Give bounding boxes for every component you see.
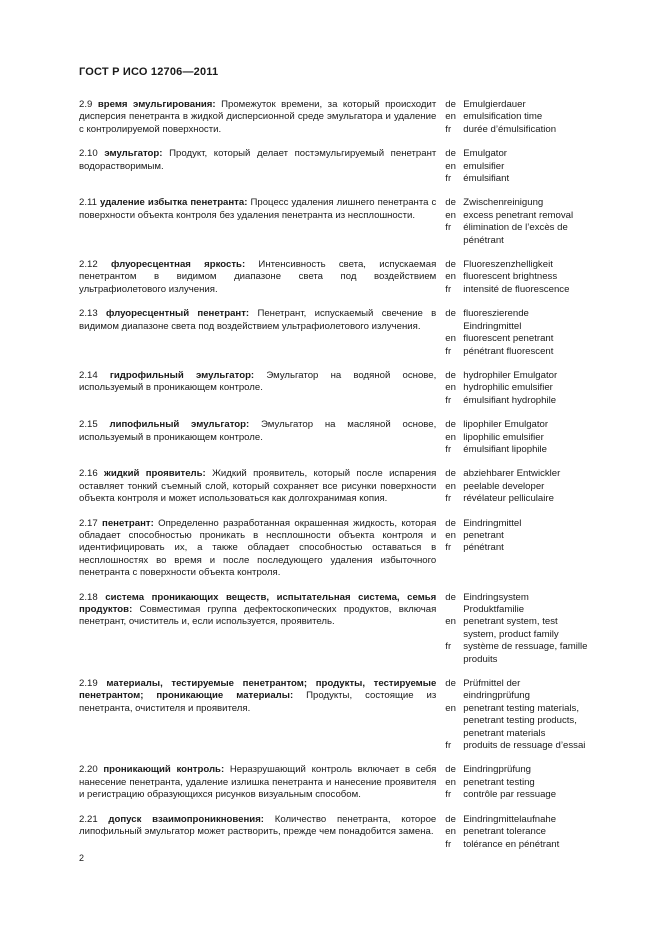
term-entry — [79, 814, 589, 851]
term-number: 2.14 — [79, 369, 98, 381]
term-entry — [79, 148, 589, 185]
term-text: Процесс удаления лишнего пенетранта с поверхности объекта контроля без удаления пенетранта из несплошности. — [79, 197, 437, 221]
translation-en: hydrophilic emulsifier — [463, 382, 553, 394]
lang-code-fr: fr — [445, 740, 452, 752]
term-title: допуск взаимопроникновения: — [108, 813, 264, 825]
term-title: флуоресцентная яркость: — [110, 259, 246, 271]
page-number: 2 — [79, 853, 85, 863]
term-translations — [445, 764, 589, 801]
lang-code-en: en — [445, 529, 456, 541]
lang-code-fr: fr — [445, 123, 452, 135]
term-entry — [79, 419, 589, 456]
term-translations — [445, 370, 589, 407]
term-entry — [79, 468, 589, 505]
term-title: гидрофильный эмульгатор: — [109, 369, 255, 381]
translation-fr: intensité de fluorescence — [463, 283, 570, 295]
term-translations — [445, 518, 589, 580]
term-number: 2.13 — [79, 308, 98, 320]
lang-code-en: en — [445, 616, 456, 628]
term-number: 2.17 — [79, 517, 98, 529]
lang-code-de: de — [445, 308, 456, 320]
term-text: Количество пенетранта, которое липофильный эмульгатор может растворить, прежде чем понадобится замена. — [79, 813, 437, 838]
term-text: Совместимая группа дефектоскопических продуктов, включая пенетрант, очиститель и, если используется, проявитель. — [79, 604, 437, 628]
lang-code-en: en — [445, 480, 456, 492]
lang-code-en: en — [445, 776, 456, 788]
translation-fr: révélateur pelliculaire — [463, 493, 554, 505]
lang-code-en: en — [445, 431, 456, 443]
term-translations — [445, 814, 589, 851]
term-title: система проникающих веществ, испытательная система, семья продуктов: — [79, 591, 437, 615]
lang-code-fr: fr — [445, 493, 452, 505]
term-entry — [79, 197, 589, 247]
translation-de: Emulgierdauer — [463, 99, 526, 110]
term-title: флуоресцентный пенетрант: — [106, 308, 250, 320]
lang-code-de: de — [445, 468, 456, 480]
term-entry — [79, 308, 589, 358]
translation-de: lipophiler Emulgator — [463, 419, 549, 431]
term-definition — [79, 678, 436, 752]
translation-fr: durée d’émulsification — [463, 123, 557, 135]
term-definition — [79, 370, 436, 407]
term-title: материалы, тестируемые пенетрантом; продукты, тестируемые пенетрантом; проникающие материалы: — [79, 678, 437, 702]
lang-code-de: de — [445, 148, 456, 160]
term-definition — [79, 814, 436, 851]
term-text: Промежуток времени, за который происходит дисперсия пенетранта в жидкой дисперсионной среде эмульгатора и удаление с контролируемой поверхности. — [79, 99, 437, 135]
translation-fr: émulsifiant lipophile — [463, 443, 548, 455]
term-entry — [79, 678, 589, 752]
term-text: Интенсивность света, испускаемая пенетрантом в видимом диапазоне света под воздействием ультрафиолетового излучения. — [79, 259, 437, 295]
term-number: 2.21 — [79, 813, 98, 825]
term-entry — [79, 518, 589, 580]
translation-en: emulsifier — [463, 160, 505, 172]
term-definition — [79, 197, 436, 247]
term-definition — [79, 308, 436, 358]
term-translations — [445, 468, 589, 505]
lang-code-en: en — [445, 382, 456, 394]
term-definition — [79, 592, 436, 666]
term-translations — [445, 99, 589, 136]
lang-code-en: en — [445, 271, 456, 283]
term-number: 2.19 — [79, 678, 98, 690]
lang-code-fr: fr — [445, 283, 452, 295]
term-title: жидкий проявитель: — [104, 468, 206, 480]
translation-en: fluorescent brightness — [463, 271, 558, 283]
term-entry — [79, 764, 589, 801]
term-translations — [445, 419, 589, 456]
lang-code-fr: fr — [445, 394, 452, 406]
translation-de: Eindringmittel — [463, 517, 522, 529]
term-entry — [79, 99, 589, 136]
translation-fr: élimination de l’excès de pénétrant — [463, 222, 568, 246]
translation-de: Fluoreszenzhelligkeit — [463, 259, 553, 271]
lang-code-fr: fr — [445, 443, 452, 455]
term-number: 2.12 — [79, 259, 98, 271]
translation-en: penetrant tolerance — [463, 826, 546, 838]
lang-code-en: en — [445, 209, 456, 221]
term-title: эмульгатор: — [104, 148, 163, 160]
lang-code-de: de — [445, 517, 456, 529]
term-text: Эмульгатор на масляной основе, используемый в проникающем контроле. — [79, 419, 437, 443]
document-header: ГОСТ Р ИСО 12706—2011 — [79, 66, 219, 78]
term-definition — [79, 518, 436, 580]
translation-en: excess penetrant removal — [463, 209, 574, 221]
translation-de: Prüfmittel der eindringprüfung — [463, 678, 530, 702]
term-number: 2.20 — [79, 764, 98, 776]
lang-code-fr: fr — [445, 542, 452, 554]
translation-de: hydrophiler Emulgator — [463, 369, 558, 381]
translation-fr: produits de ressuage d’essai — [463, 740, 586, 752]
lang-code-en: en — [445, 111, 456, 123]
term-text: Продукт, который делает постэмульгируемый пенетрант водорастворимым. — [79, 148, 437, 172]
translation-en: emulsification time — [463, 111, 543, 123]
term-translations — [445, 148, 589, 185]
term-title: время эмульгирования: — [97, 99, 216, 110]
term-number: 2.15 — [79, 419, 98, 431]
lang-code-fr: fr — [445, 838, 452, 850]
term-translations — [445, 259, 589, 296]
lang-code-de: de — [445, 197, 456, 209]
term-number: 2.16 — [79, 468, 98, 480]
term-title: проникающий контроль: — [103, 764, 225, 776]
translation-de: Zwischenreinigung — [463, 197, 544, 209]
terms-list — [79, 99, 589, 863]
lang-code-de: de — [445, 678, 456, 690]
lang-code-de: de — [445, 764, 456, 776]
term-definition — [79, 468, 436, 505]
term-number: 2.10 — [79, 148, 98, 160]
translation-fr: système de ressuage, famille produits — [463, 641, 588, 665]
lang-code-en: en — [445, 160, 456, 172]
translation-de: Eindringsystem Produktfamilie — [463, 591, 529, 615]
term-translations — [445, 592, 589, 666]
translation-fr: émulsifiant hydrophile — [463, 394, 557, 406]
translation-en: penetrant testing materials, penetrant testing products, penetrant materials — [463, 702, 580, 739]
translation-de: Eindringprüfung — [463, 764, 532, 776]
term-text: Жидкий проявитель, который после испарения оставляет тонкий съемный слой, который сохраняет все рисунки поверхности объекта контроля и может использоваться как долгохранимая копия. — [79, 468, 437, 505]
term-number: 2.18 — [79, 591, 98, 603]
lang-code-de: de — [445, 369, 456, 381]
term-text: Продукты, состоящие из пенетранта, очистителя и проявителя. — [79, 690, 437, 714]
term-text: Определенно разработанная окрашенная жидкость, которая обладает способностью проникать в несплошности объекта контроля и идентифицировать их, а также обладает способностью оставаться в несплошностях во время и после последующего удаления избыточного пенетранта с поверхности объекта контроля. — [79, 517, 437, 579]
lang-code-en: en — [445, 702, 456, 714]
term-translations — [445, 678, 589, 752]
translation-de: Eindringmittelaufnahe — [463, 813, 557, 825]
lang-code-de: de — [445, 259, 456, 271]
term-text: Неразрушающий контроль включает в себя нанесение пенетранта, удаление излишка пенетранта и нанесение проявителя и регистрацию образующихся рисунков визуальным способом. — [79, 764, 437, 801]
translation-de: abziehbarer Entwickler — [463, 468, 561, 480]
term-translations — [445, 197, 589, 247]
term-definition — [79, 419, 436, 456]
translation-en: peelable developer — [463, 480, 545, 492]
lang-code-en: en — [445, 333, 456, 345]
term-entry — [79, 592, 589, 666]
term-title: пенетрант: — [102, 517, 154, 529]
translation-fr: pénétrant fluorescent — [463, 345, 554, 357]
term-number: 2.11 — [79, 197, 97, 209]
lang-code-de: de — [445, 419, 456, 431]
translation-en: penetrant testing — [463, 776, 535, 788]
term-title: липофильный эмульгатор: — [109, 419, 250, 431]
term-entry — [79, 259, 589, 296]
term-translations — [445, 308, 589, 358]
translation-en: fluorescent penetrant — [463, 333, 554, 345]
term-title: удаление избытка пенетранта: — [100, 197, 248, 209]
term-entry — [79, 370, 589, 407]
term-definition — [79, 259, 436, 296]
translation-fr: contrôle par ressuage — [463, 789, 557, 801]
lang-code-de: de — [445, 591, 456, 603]
lang-code-fr: fr — [445, 641, 452, 653]
translation-en: penetrant — [463, 529, 504, 541]
translation-en: lipophilic emulsifier — [463, 431, 544, 443]
translation-de: Emulgator — [463, 148, 508, 160]
term-definition — [79, 99, 436, 136]
translation-fr: tolérance en pénétrant — [463, 838, 560, 850]
lang-code-en: en — [445, 826, 456, 838]
lang-code-fr: fr — [445, 173, 452, 185]
term-definition — [79, 764, 436, 801]
lang-code-fr: fr — [445, 345, 452, 357]
lang-code-fr: fr — [445, 789, 452, 801]
lang-code-de: de — [445, 99, 456, 110]
term-definition — [79, 148, 436, 185]
translation-en: penetrant system, test system, product family — [463, 616, 559, 640]
translation-de: fluoreszierende Eindringmittel — [463, 308, 529, 332]
translation-fr: émulsifiant — [463, 173, 510, 185]
term-text: Эмульгатор на водяной основе, используемый в проникающем контроле. — [79, 369, 437, 394]
lang-code-fr: fr — [445, 222, 452, 234]
term-text: Пенетрант, испускаемый свечение в видимом диапазоне света под воздействием ультрафиолетового излучения. — [79, 308, 437, 332]
lang-code-de: de — [445, 813, 456, 825]
translation-fr: pénétrant — [463, 542, 504, 554]
term-number: 2.9 — [79, 99, 93, 110]
